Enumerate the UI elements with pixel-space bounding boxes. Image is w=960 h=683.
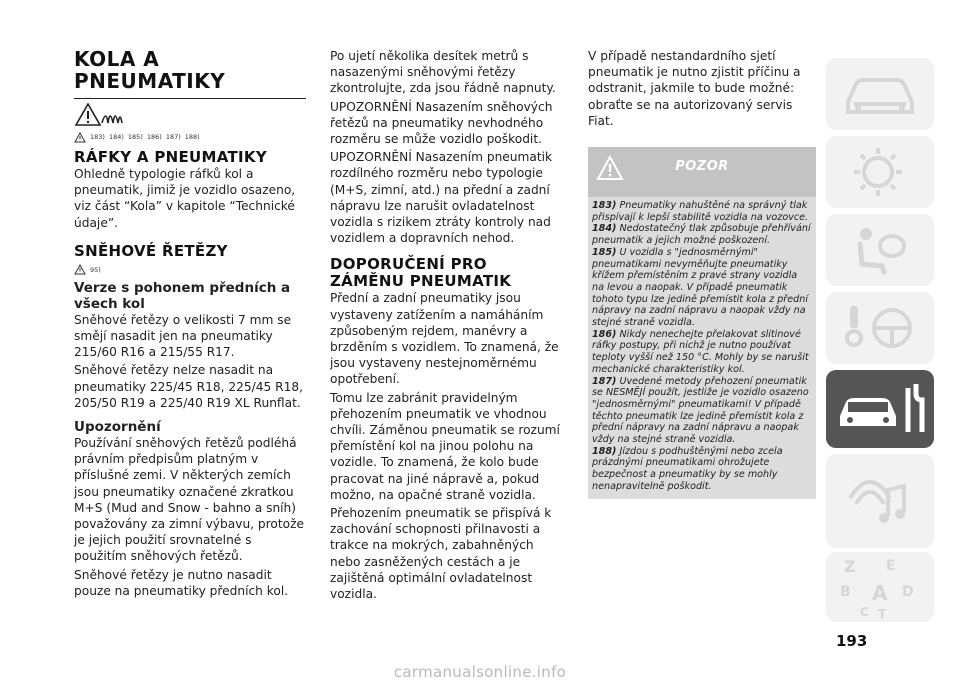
- ref-184[interactable]: 184): [108, 133, 124, 141]
- warning-number: 183): [592, 200, 617, 212]
- notice-paragraph-2: Sněhové řetězy je nutno nasadit pouze na pneumatiky předních kol.: [74, 567, 289, 598]
- index-letter: D: [902, 584, 914, 600]
- warning-number: 186): [592, 328, 617, 340]
- warning-item-186: [592, 329, 812, 376]
- warning-references: [74, 131, 306, 143]
- tab-key-steering[interactable]: [826, 292, 934, 364]
- tyre-rotation-paragraph-2: Tomu lze zabránit pravidelným přehozením pneumatik ve vhodnou chvíli. Záměnou pneumatik se rozumí přemístění kol na jinou polohu na vozidle. To znamená, že kolo bude pracovat na jiné nápravě a, pokud možno, na opačné straně vozidla.: [330, 390, 560, 502]
- airbag-seat-icon: [826, 214, 934, 286]
- chains-caution-paragraph: UPOZORNĚNÍ Nasazením sněhových řetězů na pneumatiky nevhodného rozměru se může vozidlo poškodit.: [330, 99, 553, 147]
- warning-number: 188): [592, 445, 617, 457]
- tyre-rotation-title-line1: DOPORUČENÍ PRO: [330, 255, 487, 274]
- tab-dashboard-lights[interactable]: [826, 136, 934, 208]
- tab-airbag-seat[interactable]: [826, 214, 934, 286]
- warning-title: POZOR: [675, 159, 729, 175]
- chapter-title-line1: KOLA A: [74, 47, 160, 71]
- warning-text: Nikdy nenechejte přelakovat slitinové ráfky postupy, při nichž je nutno používat teploty vyšší než 150 °C. Mohly by se narušit mechanické charakteristiky kol.: [592, 328, 809, 375]
- index-letter: C: [860, 605, 869, 619]
- warning-triangle-icon: [74, 132, 86, 143]
- section-rims-title: RÁFKY A PNEUMATIKY: [74, 148, 267, 166]
- ref-188[interactable]: 188): [184, 133, 200, 141]
- page-number: 193: [836, 632, 868, 650]
- car-front-icon: [826, 58, 934, 130]
- section-tyre-rotation-title: [330, 256, 562, 290]
- tyre-rotation-title-line2: ZÁMĚNU PNEUMATIK: [330, 272, 512, 291]
- drive-versions-paragraph-1: Sněhové řetězy o velikosti 7 mm se smějí nasadit jen na pneumatiky 215/60 R16 a 215/55 R17.: [74, 312, 292, 360]
- ref-186[interactable]: 186): [146, 133, 162, 141]
- warning-item-183: [592, 200, 812, 223]
- chapter-rule: [74, 98, 306, 99]
- ref-185[interactable]: 185): [127, 133, 143, 141]
- column-3: [588, 48, 816, 499]
- warning-item-184: [592, 223, 812, 246]
- warning-header: [588, 147, 816, 197]
- warning-number: 184): [592, 223, 617, 235]
- warning-text: Nedostatečný tlak způsobuje přehřívání pneumatik a jejich možné poškození.: [592, 223, 811, 247]
- notice-paragraph-1: Používání sněhových řetězů podléhá právním předpisům platným v příslušné zemi. V některých zemích jsou pneumatiky označené zkratkou M+S (Mud and Snow - bahno a sníh) považovány za zimní výbavu, protože je jejich použití srovnatelné s použitím sněhových řetězů.: [74, 436, 304, 564]
- drive-versions-paragraph-2: Sněhové řetězy nelze nasadit na pneumatiky 225/45 R18, 225/45 R18, 205/50 R19 a 225/40 R19 XL Runflat.: [74, 363, 303, 410]
- subsection-drive-versions-title: Verze s pohonem předních a všech kol: [74, 279, 291, 312]
- ref-183[interactable]: 183): [90, 133, 105, 141]
- index-letter: E: [886, 558, 896, 574]
- tyre-chain-icon: [74, 103, 124, 129]
- chains-check-paragraph: Po ujetí několika desítek metrů s nasazenými sněhovými řetězy zkontrolujte, zda jsou řádně napnuty.: [330, 49, 556, 96]
- ref-95[interactable]: 95): [90, 265, 101, 274]
- chapter-title: [74, 48, 306, 92]
- warning-number: 185): [592, 246, 617, 258]
- dashboard-lights-icon: [826, 136, 934, 208]
- column-2: [330, 48, 562, 604]
- warning-item-188: [592, 446, 812, 493]
- warning-text: U vozidla s "jednosměrnými" pneumatikami nevyměňujte pneumatiky křížem přemístěním z pravé strany vozidla na levou a naopak. V případě pneumatik tohoto typu lze jedině přemístit kola z přední nápravy na zadní nápravu a naopak vždy na stejné straně vozidla.: [592, 246, 808, 329]
- tyre-rotation-paragraph-3: Přehozením pneumatik se přispívá k zachování schopnosti přilnavosti a trakce na mokrých, zabahněných nebo zasněžených cestách a je zajištěná optimální ovladatelnost vozidla.: [330, 506, 552, 602]
- tab-alphabet-index[interactable]: [826, 552, 934, 622]
- warning-number: 187): [592, 375, 617, 387]
- watermark: carmanualsonline.info: [393, 663, 567, 681]
- section-snow-chains-title: SNĚHOVÉ ŘETĚZY: [74, 241, 228, 260]
- index-letter: T: [878, 607, 887, 621]
- index-letter: Z: [844, 557, 856, 576]
- snow-chain-references: [74, 264, 306, 276]
- warning-list: [588, 197, 816, 499]
- subsection-notice-title: Upozornění: [74, 419, 161, 436]
- multimedia-icon: [826, 454, 934, 548]
- car-wrench-icon: [826, 370, 934, 448]
- uneven-wear-paragraph: V případě nestandardního sjetí pneumatik je nutno zjistit příčinu a odstranit, jakmile to bude možné: obraťte se na autorizovaný servis Fiat.: [588, 49, 801, 128]
- warning-text: Pneumatiky nahuštěné na správný tlak přispívají k lepší stabilitě vozidla na vozovce.: [592, 200, 809, 223]
- section-rims-text: Ohledně typologie ráfků kol a pneumatik, jimiž je vozidlo osazeno, viz část “Kola” v kapitole “Technické údaje”.: [74, 167, 296, 230]
- warning-text: Uvedené metody přehození pneumatik se NESMĚJÍ použít, jestliže je vozidlo osazeno "jednosměrnými" pneumatikami! V případě těchto pneumatik lze jedině přemístit kola z přední nápravy na zadní nápravu a naopak vždy na stejné straně vozidla.: [592, 375, 809, 446]
- tyre-rotation-paragraph-1: Přední a zadní pneumatiky jsou vystaveny zatížením a namáháním způsobeným rejdem, manévry a brzděním s vozidlem. To znamená, že jsou vystaveny nestejnoměrnému opotřebení.: [330, 291, 559, 387]
- index-letter: A: [872, 581, 888, 605]
- ref-187[interactable]: 187): [165, 133, 181, 141]
- warning-box: [588, 147, 816, 499]
- warning-item-187: [592, 376, 812, 446]
- warning-triangle-icon: [74, 264, 86, 275]
- warning-text: Jízdou s podhuštěnými nebo zcela prázdnými pneumatikami ohrožujete bezpečnost a pneumatiky by se mohly nenapravitelně poškodit.: [592, 445, 783, 492]
- warning-item-185: [592, 247, 812, 329]
- tab-car-wrench[interactable]: [826, 370, 934, 448]
- index-letter: B: [840, 584, 851, 600]
- tab-car-front[interactable]: [826, 58, 934, 130]
- chapter-title-line2: PNEUMATIKY: [74, 69, 226, 93]
- key-steering-icon: [826, 292, 934, 364]
- tyre-mix-caution-paragraph: UPOZORNĚNÍ Nasazením pneumatik rozdílného rozměru nebo typologie (M+S, zimní, atd.) na přední a zadní nápravu lze narušit ovladatelnost vozidla s rizikem ztráty kontroly nad vozidlem a dopravních nehod.: [330, 150, 553, 246]
- tab-multimedia[interactable]: [826, 454, 934, 548]
- column-1: [74, 48, 306, 601]
- alphabet-index-icon: [826, 552, 934, 622]
